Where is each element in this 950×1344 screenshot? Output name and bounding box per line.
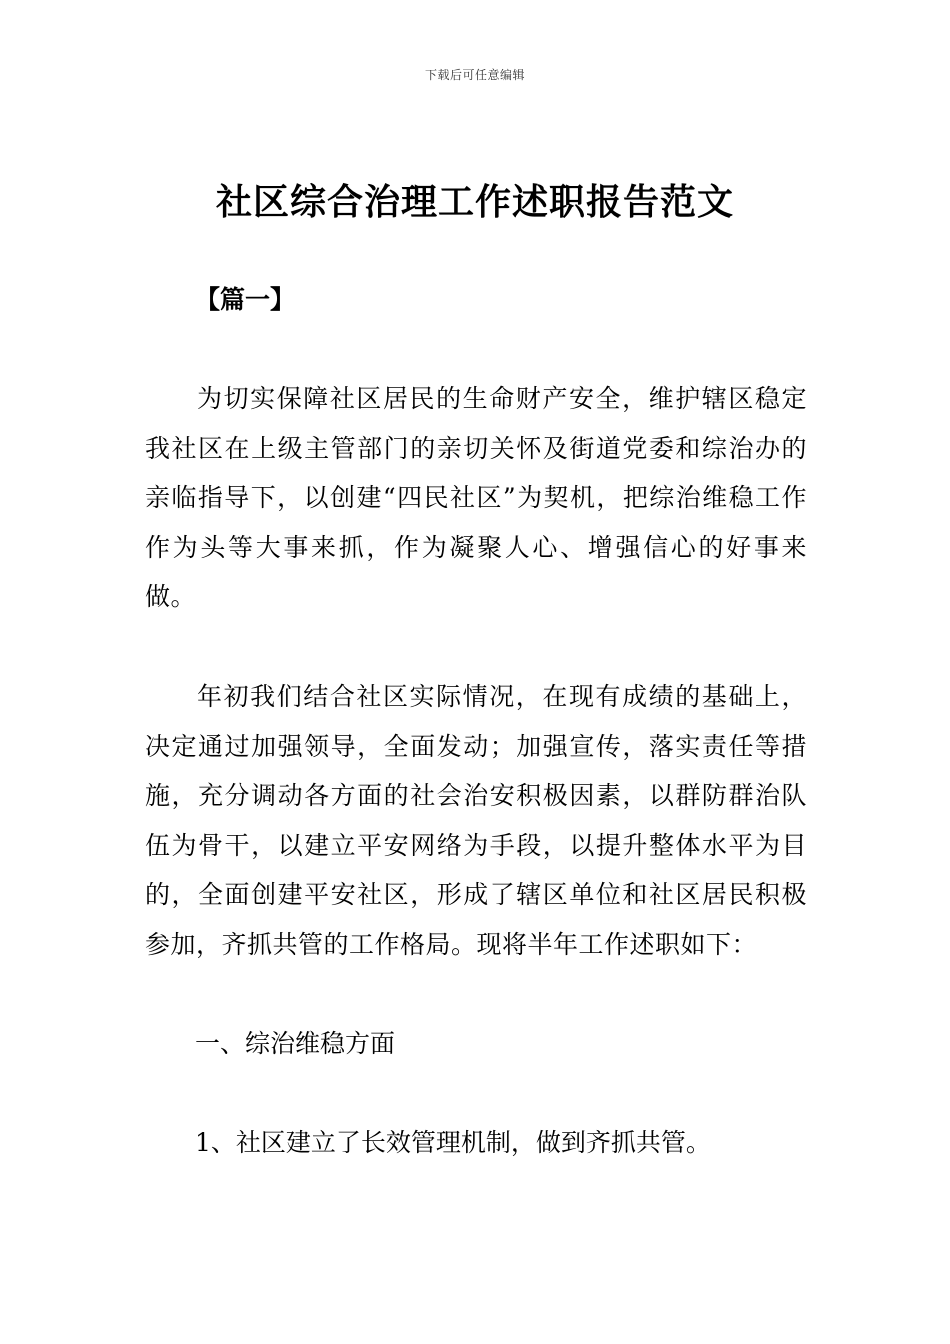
paragraph-1: 为切实保障社区居民的生命财产安全，维护辖区稳定我社区在上级主管部门的亲切关怀及街道党委和综治办的亲临指导下，以创建“四民社区”为契机，把综治维稳工作作为头等大事来抓，作为凝聚人心、增强信心的好事来做。	[145, 384, 807, 611]
paragraph-2: 年初我们结合社区实际情况，在现有成绩的基础上，决定通过加强领导，全面发动；加强宣传，落实责任等措施，充分调动各方面的社会治安积极因素，以群防群治队伍为骨干，以建立平安网络为手段，以提升整体水平为目的，全面创建平安社区，形成了辖区单位和社区居民积极参加，齐抓共管的工作格局。现将半年工作述职如下：	[145, 682, 807, 959]
section-heading-1: 一、综治维稳方面	[195, 1029, 396, 1058]
section-label: 【篇一】	[195, 285, 296, 314]
document-title: 社区综合治理工作述职报告范文	[215, 182, 734, 223]
list-item-1: 1、社区建立了长效管理机制，做到齐抓共管。	[195, 1128, 711, 1157]
header-note: 下载后可任意编辑	[424, 68, 525, 82]
